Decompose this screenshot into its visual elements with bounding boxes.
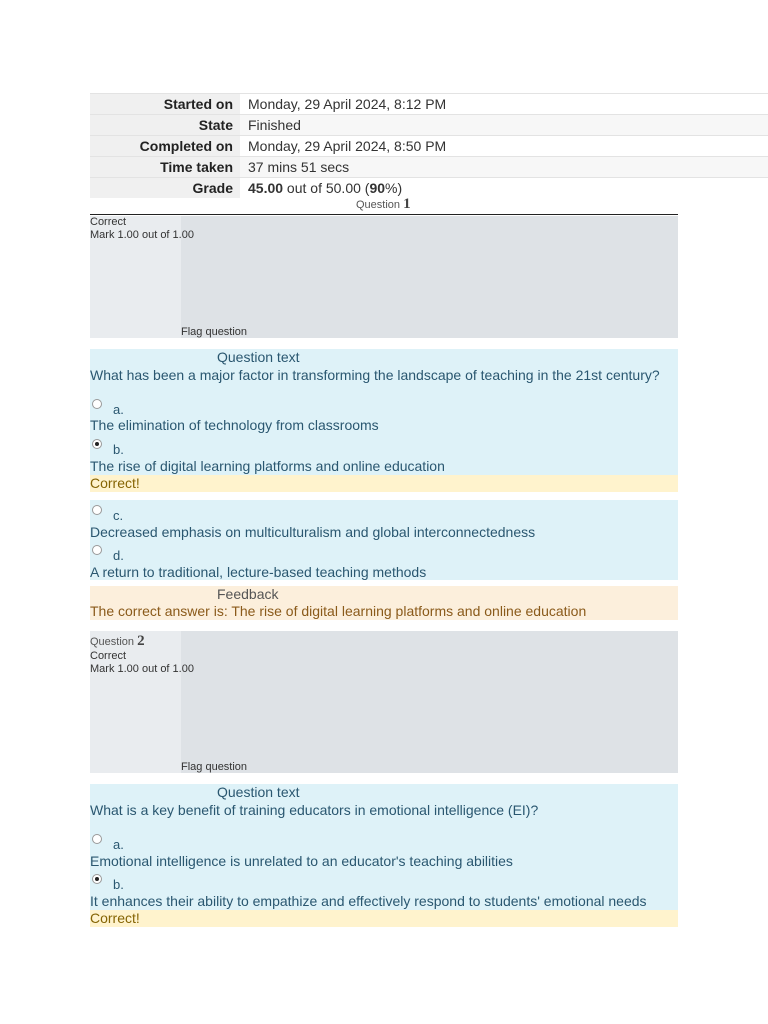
option-a-radio[interactable] <box>92 834 102 844</box>
summary-value: Monday, 29 April 2024, 8:50 PM <box>240 136 768 157</box>
option-c-text: Decreased emphasis on multiculturalism and global interconnectedness <box>90 524 536 540</box>
question-text-header: Question text <box>217 349 300 365</box>
option-b-radio[interactable] <box>92 874 102 884</box>
grade-percent: 90 <box>369 180 386 196</box>
grade-out-of: out of 50.00 ( <box>283 180 370 196</box>
summary-row <box>90 136 768 157</box>
option-d-radio[interactable] <box>92 545 102 555</box>
summary-label: Completed on <box>90 136 240 157</box>
option-d-letter: d. <box>113 548 124 563</box>
option-a-text: Emotional intelligence is unrelated to an educator's teaching abilities <box>90 853 513 869</box>
option-c-radio[interactable] <box>92 505 102 515</box>
option-a-radio[interactable] <box>92 399 102 409</box>
option-b-letter: b. <box>113 442 124 457</box>
question-2-title <box>90 633 145 650</box>
grade-end: %) <box>385 180 403 196</box>
question-mark: Mark 1.00 out of 1.00 <box>90 663 194 675</box>
flag-question-link[interactable]: Flag question <box>181 326 248 338</box>
summary-value: 37 mins 51 secs <box>240 157 768 178</box>
option-a-letter: a. <box>113 837 124 852</box>
summary-row <box>90 115 768 136</box>
question-mark: Mark 1.00 out of 1.00 <box>90 229 194 241</box>
divider <box>90 214 678 215</box>
option-b-text: It enhances their ability to empathize and effectively respond to students' emotional needs <box>90 893 647 909</box>
feedback-box <box>90 586 678 620</box>
summary-row <box>90 94 768 115</box>
option-b-letter: b. <box>113 877 124 892</box>
question-status: Correct <box>90 650 127 662</box>
question-prefix: Question <box>90 636 135 648</box>
question-text-header: Question text <box>217 784 300 800</box>
question-1-content-cont <box>90 500 678 580</box>
option-d-text: A return to traditional, lecture-based teaching methods <box>90 564 427 580</box>
question-prefix: Question <box>356 199 401 211</box>
feedback-header: Feedback <box>217 586 279 602</box>
summary-label: Grade <box>90 178 240 199</box>
question-number: 1 <box>403 196 411 212</box>
summary-label: Started on <box>90 94 240 115</box>
question-status: Correct <box>90 216 127 228</box>
correct-indicator: Correct! <box>90 910 678 927</box>
option-a-letter: a. <box>113 402 124 417</box>
question-text: What is a key benefit of training educators in emotional intelligence (EI)? <box>90 802 539 818</box>
question-number: 2 <box>137 633 145 649</box>
question-2-info <box>90 631 678 773</box>
option-a-text: The elimination of technology from classrooms <box>90 417 379 433</box>
option-b-radio[interactable] <box>92 439 102 449</box>
summary-label: State <box>90 115 240 136</box>
question-1-title <box>356 196 411 213</box>
summary-row <box>90 157 768 178</box>
flag-question-link[interactable]: Flag question <box>181 761 248 773</box>
summary-value: Monday, 29 April 2024, 8:12 PM <box>240 94 768 115</box>
correct-indicator: Correct! <box>90 475 678 492</box>
question-1-info <box>90 216 678 338</box>
summary-label: Time taken <box>90 157 240 178</box>
question-2-content <box>90 784 678 911</box>
feedback-text: The correct answer is: The rise of digital learning platforms and online education <box>90 603 587 619</box>
question-1-content <box>90 349 678 476</box>
option-c-letter: c. <box>113 508 124 523</box>
attempt-summary-table <box>90 93 768 198</box>
summary-value: Finished <box>240 115 768 136</box>
summary-row <box>90 178 768 199</box>
question-text: What has been a major factor in transforming the landscape of teaching in the 21st century? <box>90 367 660 383</box>
grade-value <box>240 178 768 199</box>
option-b-text: The rise of digital learning platforms and online education <box>90 458 445 474</box>
grade-score: 45.00 <box>248 180 284 196</box>
